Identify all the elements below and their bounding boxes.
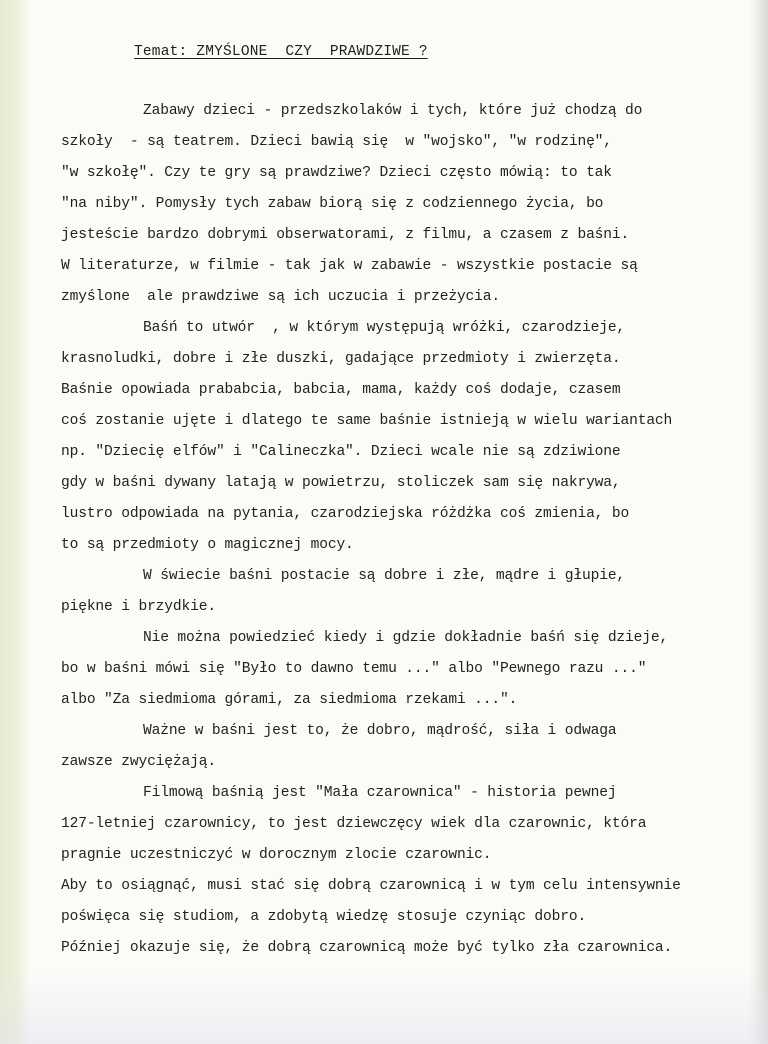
text-line: coś zostanie ujęte i dlatego te same baśnie istnieją w wielu wariantach xyxy=(61,413,673,429)
text-line: W świecie baśni postacie są dobre i złe, mądre i głupie, xyxy=(143,568,626,584)
text-line: "w szkołę". Czy te gry są prawdziwe? Dzieci często mówią: to tak xyxy=(61,165,612,181)
text-line: gdy w baśni dywany latają w powietrzu, stoliczek sam się nakrywa, xyxy=(61,475,621,491)
text-line: piękne i brzydkie. xyxy=(61,599,216,615)
text-line: Baśń to utwór , w którym występują wróżki, czarodzieje, xyxy=(143,320,626,336)
text-line: Aby to osiągnąć, musi stać się dobrą czarownicą i w tym celu intensywnie xyxy=(61,878,681,894)
text-line: Później okazuje się, że dobrą czarownicą może być tylko zła czarownica. xyxy=(61,940,673,956)
text-line: Nie można powiedzieć kiedy i gdzie dokładnie baśń się dzieje, xyxy=(143,630,669,646)
text-line: W literaturze, w filmie - tak jak w zabawie - wszystkie postacie są xyxy=(61,258,638,274)
text-line: pragnie uczestniczyć w dorocznym zlocie czarownic. xyxy=(61,847,492,863)
text-line: krasnoludki, dobre i złe duszki, gadające przedmioty i zwierzęta. xyxy=(61,351,621,367)
text-line: bo w baśni mówi się "Było to dawno temu ..." albo "Pewnego razu ..." xyxy=(61,661,647,677)
page-right-edge xyxy=(748,0,768,1044)
text-line: "na niby". Pomysły tych zabaw biorą się z codziennego życia, bo xyxy=(61,196,604,212)
text-line: Baśnie opowiada prababcia, babcia, mama, każdy coś dodaje, czasem xyxy=(61,382,621,398)
text-line: zmyślone ale prawdziwe są ich uczucia i przeżycia. xyxy=(61,289,500,305)
page-left-edge xyxy=(0,0,30,1044)
text-line: szkoły - są teatrem. Dzieci bawią się w "wojsko", "w rodzinę", xyxy=(61,134,612,150)
text-line: 127-letniej czarownicy, to jest dziewczęcy wiek dla czarownic, która xyxy=(61,816,647,832)
text-line: lustro odpowiada na pytania, czarodziejska różdżka coś zmienia, bo xyxy=(61,506,630,522)
text-line: zawsze zwyciężają. xyxy=(61,754,216,770)
text-line: poświęca się studiom, a zdobytą wiedzę stosuje czyniąc dobro. xyxy=(61,909,587,925)
page-title: Temat: ZMYŚLONE CZY PRAWDZIWE ? xyxy=(134,44,428,60)
text-line: jesteście bardzo dobrymi obserwatorami, z filmu, a czasem z baśni. xyxy=(61,227,630,243)
page-bottom-shade xyxy=(0,974,768,1044)
text-line: albo "Za siedmioma górami, za siedmioma rzekami ...". xyxy=(61,692,518,708)
text-line: Filmową baśnią jest "Mała czarownica" - historia pewnej xyxy=(143,785,617,801)
text-line: to są przedmioty o magicznej mocy. xyxy=(61,537,354,553)
text-line: np. "Dziecię elfów" i "Calineczka". Dzieci wcale nie są zdziwione xyxy=(61,444,621,460)
text-line: Zabawy dzieci - przedszkolaków i tych, które już chodzą do xyxy=(143,103,643,119)
text-line: Ważne w baśni jest to, że dobro, mądrość, siła i odwaga xyxy=(143,723,617,739)
